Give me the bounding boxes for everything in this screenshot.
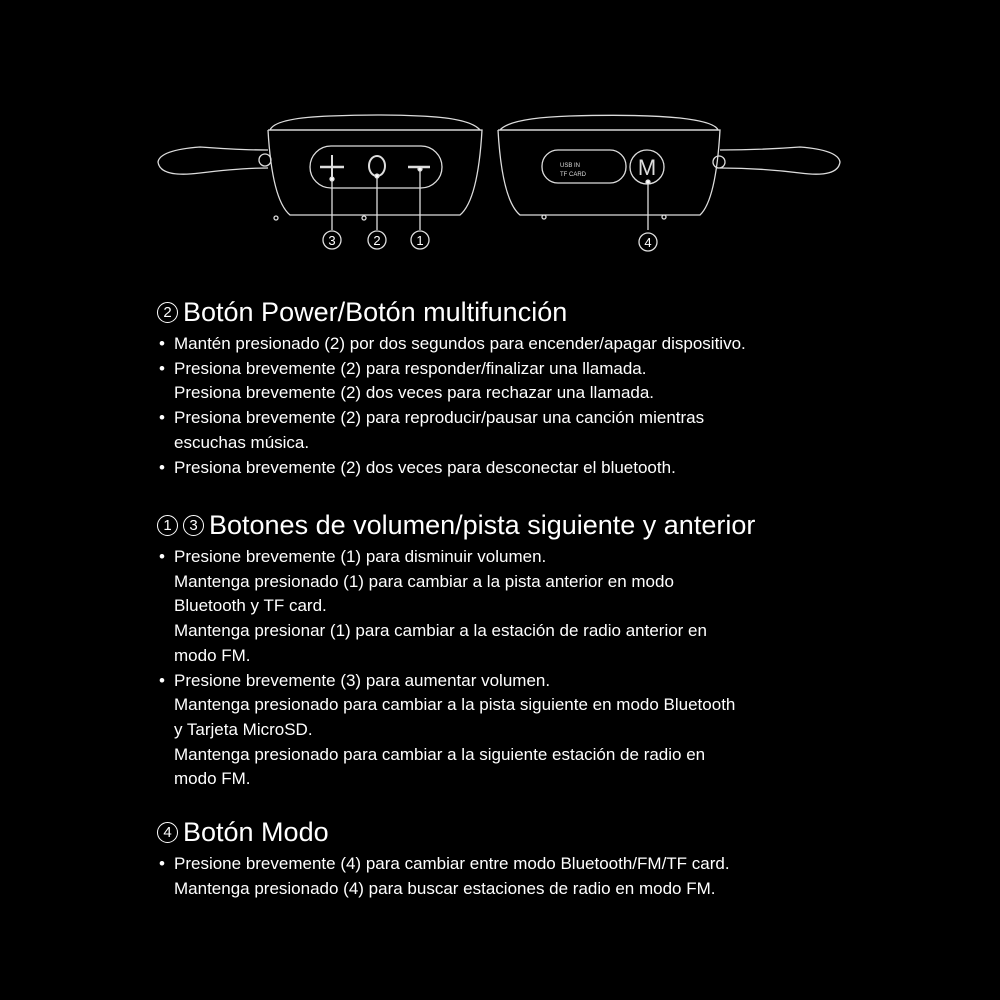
callout-4 — [639, 233, 657, 251]
text-line: • Presiona brevemente (2) para responder/finalizar una llamada. — [174, 358, 647, 378]
port-label-tf: TF CARD — [560, 172, 586, 178]
number-badge: 2 — [157, 302, 178, 323]
svg-text:3: 3 — [328, 233, 336, 248]
section-heading — [157, 509, 977, 541]
number-badge: 4 — [157, 822, 178, 843]
text-line: Mantenga presionar (1) para cambiar a la estación de radio anterior en — [174, 621, 707, 641]
callout-3 — [323, 231, 341, 249]
list-item — [157, 456, 977, 481]
list-item — [157, 332, 977, 357]
text-line: Mantenga presionado (4) para buscar estaciones de radio en modo FM. — [174, 878, 716, 898]
lanyard-right — [720, 147, 840, 174]
speaker-back-view — [498, 115, 840, 230]
section-volume-buttons — [157, 509, 977, 792]
svg-text:2: 2 — [373, 233, 381, 248]
text-line: y Tarjeta MicroSD. — [174, 719, 313, 739]
section-mode-button — [157, 816, 977, 901]
power-button-icon — [369, 156, 385, 176]
text-line: escuchas música. — [174, 432, 310, 452]
volume-up-icon — [320, 155, 344, 179]
text-line: • Presione brevemente (3) para aumentar volumen. — [174, 670, 551, 690]
text-line: modo FM. — [174, 645, 251, 665]
section-title: Botón Modo — [183, 817, 329, 847]
section-heading — [157, 296, 977, 328]
text-line: • Presione brevemente (4) para cambiar entre modo Bluetooth/FM/TF card. — [174, 854, 730, 873]
text-line: • Mantén presionado (2) por dos segundos para encender/apagar dispositivo. — [174, 334, 746, 353]
mode-button-glyph: M — [637, 155, 657, 180]
usb-tf-port — [542, 150, 626, 183]
text-line: • Presiona brevemente (2) para reproducir/pausar una canción mientras — [174, 408, 705, 428]
callout-1 — [411, 231, 429, 249]
text-line: • Presiona brevemente (2) dos veces para desconectar el bluetooth. — [174, 457, 676, 477]
list-item — [157, 669, 977, 793]
section-title: Botones de volumen/pista siguiente y anterior — [209, 510, 756, 540]
section-heading — [157, 816, 977, 848]
text-line: modo FM. — [174, 769, 251, 789]
text-line: Presiona brevemente (2) dos veces para rechazar una llamada. — [174, 383, 655, 403]
section-title: Botón Power/Botón multifunción — [183, 297, 568, 327]
svg-text:4: 4 — [644, 235, 652, 250]
list-item — [157, 357, 977, 406]
list-item — [157, 545, 977, 669]
text-line: Mantenga presionado para cambiar a la pista siguiente en modo Bluetooth — [174, 695, 736, 715]
number-badge: 1 — [157, 515, 178, 536]
port-label-usb: USB IN — [560, 163, 581, 169]
text-line: Mantenga presionado para cambiar a la siguiente estación de radio en — [174, 744, 706, 764]
text-line: Mantenga presionado (1) para cambiar a la pista anterior en modo — [174, 571, 674, 591]
list-item — [157, 406, 977, 455]
speaker-front-view — [158, 115, 482, 230]
list-item — [157, 852, 977, 901]
svg-text:1: 1 — [416, 233, 424, 248]
text-line: Bluetooth y TF card. — [174, 596, 327, 616]
text-line: • Presione brevemente (1) para disminuir volumen. — [174, 547, 547, 566]
speaker-diagram — [0, 0, 1000, 270]
number-badge: 3 — [183, 515, 204, 536]
section-power-button — [157, 296, 977, 480]
callout-2 — [368, 231, 386, 249]
lanyard-left — [158, 147, 268, 174]
